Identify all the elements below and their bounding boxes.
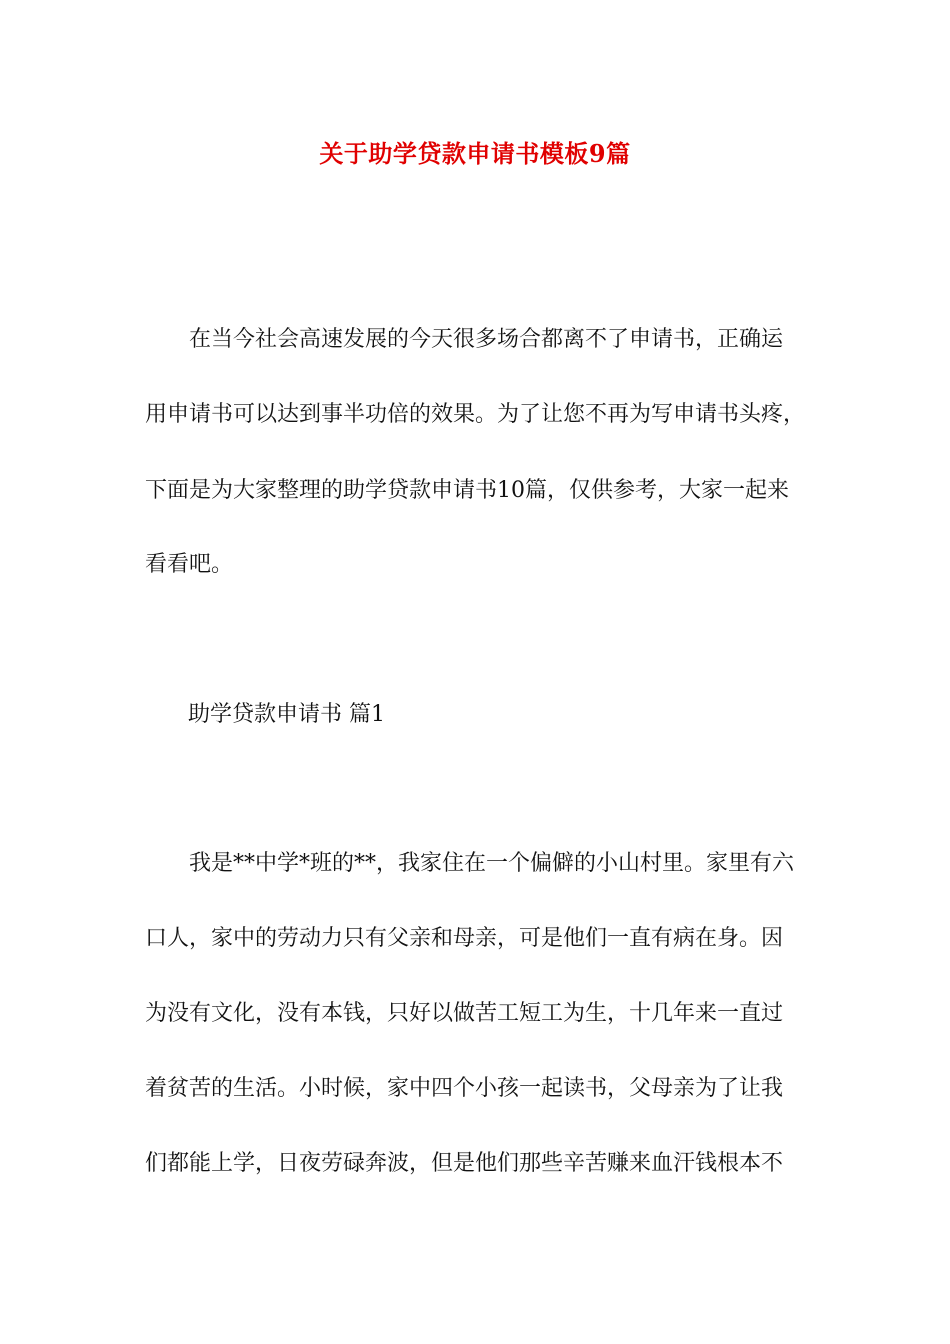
body-line: 口人，家中的劳动力只有父亲和母亲，可是他们一直有病在身。因 <box>145 926 784 951</box>
body-line: 我是**中学*班的**，我家住在一个偏僻的小山村里。家里有六 <box>145 851 795 876</box>
intro-line: 用申请书可以达到事半功倍的效果。为了让您不再为写申请书头疼， <box>145 402 806 427</box>
intro-line: 在当今社会高速发展的今天很多场合都离不了申请书，正确运 <box>145 327 784 352</box>
section-heading: 助学贷款申请书 篇1 <box>188 702 385 727</box>
intro-line: 下面是为大家整理的助学贷款申请书10篇，仅供参考，大家一起来 <box>145 478 789 503</box>
page-title: 关于助学贷款申请书模板9篇 <box>319 139 631 168</box>
intro-line: 看看吧。 <box>145 552 234 577</box>
body-line: 为没有文化，没有本钱，只好以做苦工短工为生，十几年来一直过 <box>145 1001 784 1026</box>
body-line: 着贫苦的生活。小时候，家中四个小孩一起读书，父母亲为了让我 <box>145 1076 784 1101</box>
body-line: 们都能上学，日夜劳碌奔波，但是他们那些辛苦赚来血汗钱根本不 <box>145 1151 784 1176</box>
